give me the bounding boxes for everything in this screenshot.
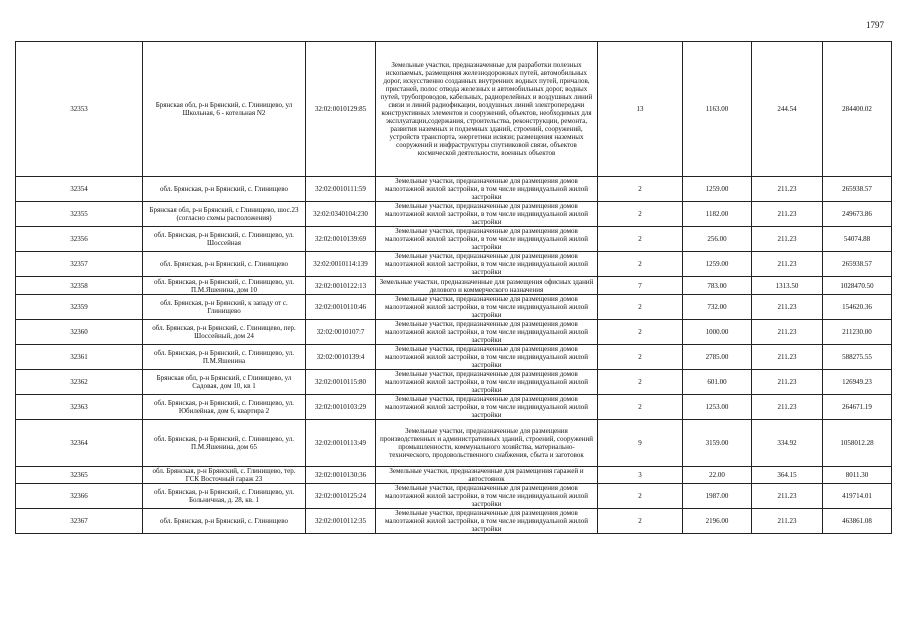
row-number: 32355: [16, 202, 143, 227]
address-cell: обл. Брянская, р-н Брянский, к западу от с. Глинищево: [143, 295, 306, 320]
cadastral-value-cell: 265938.57: [823, 252, 892, 277]
land-use-description-cell: Земельные участки, предназначенные для размещения домов малоэтажной жилой застройки, в том числе индивидуальной жилой застройки: [376, 177, 598, 202]
area-cell: 2196.00: [683, 509, 752, 534]
area-cell: 1253.00: [683, 395, 752, 420]
area-cell: 1163.00: [683, 42, 752, 177]
area-cell: 3159.00: [683, 420, 752, 467]
cadastral-value-cell: 463861.08: [823, 509, 892, 534]
address-cell: обл. Брянская, р-н Брянский, с. Глинищево, ул. П.М.Яшенина, дом 65: [143, 420, 306, 467]
area-cell: 1259.00: [683, 177, 752, 202]
table-row: [16, 177, 892, 202]
table-row: [16, 345, 892, 370]
row-number: 32365: [16, 467, 143, 484]
table-row: [16, 395, 892, 420]
area-cell: 783.00: [683, 277, 752, 295]
address-cell: обл. Брянская, р-н Брянский, с. Глинищево, ул. П.М.Яшенина, дом 10: [143, 277, 306, 295]
cadastral-value-cell: 284400.02: [823, 42, 892, 177]
land-use-description-cell: Земельные участки, предназначенные для размещения домов малоэтажной жилой застройки, в том числе индивидуальной жилой застройки: [376, 227, 598, 252]
row-number: 32353: [16, 42, 143, 177]
land-use-code-cell: 7: [598, 277, 683, 295]
land-use-description-cell: Земельные участки, предназначенные для размещения производственных и административных зданий, строений, сооружений промышленности, коммунального хозяйства, материально-технического, продовольственного снабжения, сбыта и заготовок: [376, 420, 598, 467]
address-cell: обл. Брянская, р-н Брянский, с. Глинищево, ул. Шоссейная: [143, 227, 306, 252]
cadastral-number-cell: 32:02:0010129:85: [306, 42, 376, 177]
land-use-code-cell: 2: [598, 345, 683, 370]
address-cell: обл. Брянская, р-н Брянский, с. Глинищево: [143, 252, 306, 277]
land-use-code-cell: 2: [598, 252, 683, 277]
row-number: 32364: [16, 420, 143, 467]
table-row: [16, 295, 892, 320]
specific-value-cell: 1313.50: [752, 277, 823, 295]
row-number: 32361: [16, 345, 143, 370]
address-cell: Брянская обл, р-н Брянский, с Глинищево, ул Садовая, дом 10, кв 1: [143, 370, 306, 395]
specific-value-cell: 211.23: [752, 484, 823, 509]
area-cell: 1259.00: [683, 252, 752, 277]
land-use-code-cell: 2: [598, 509, 683, 534]
page-number: 1797: [866, 20, 884, 30]
specific-value-cell: 244.54: [752, 42, 823, 177]
area-cell: 22.00: [683, 467, 752, 484]
cadastral-value-cell: 154620.36: [823, 295, 892, 320]
address-cell: обл. Брянская, р-н Брянский, с. Глинищево: [143, 509, 306, 534]
cadastral-number-cell: 32:02:0010111:59: [306, 177, 376, 202]
row-number: 32366: [16, 484, 143, 509]
address-cell: обл. Брянская, р-н Брянский, с. Глинищево, ул. Юбилейная, дом 6, квартира 2: [143, 395, 306, 420]
table-row: [16, 227, 892, 252]
cadastral-value-table: [15, 41, 892, 534]
area-cell: 732.00: [683, 295, 752, 320]
land-use-code-cell: 2: [598, 484, 683, 509]
address-cell: Брянская обл, р-н Брянский, с. Глинищево, ул Школьная, 6 - котельная N2: [143, 42, 306, 177]
land-use-description-cell: Земельные участки, предназначенные для разработки полезных ископаемых, размещения железнодорожных путей, автомобильных дорог, искусственно созданных внутренних водных путей, причалов, пристаней, полос отвода железных и автомобильных дорог, водных путей, трубопроводов, кабельных, радиорелейных и воздушных линий связи и линий радиофикации, воздушных линий электропередачи конструктивных элементов и сооружений, объектов, необходимых для эксплуатации,содержания, строительства, реконструкции, ремонта, развития наземных и подземных зданий, строений, сооружений, устройств транспорта, энергетики исвязи; размещения наземных сооружений и инфраструктуры спутниковой связи, объектов космической деятельности, военных объектов: [376, 42, 598, 177]
row-number: 32356: [16, 227, 143, 252]
specific-value-cell: 211.23: [752, 345, 823, 370]
row-number: 32359: [16, 295, 143, 320]
land-use-description-cell: Земельные участки, предназначенные для размещения гаражей и автостоянок: [376, 467, 598, 484]
cadastral-number-cell: 32:02:0010125:24: [306, 484, 376, 509]
land-use-description-cell: Земельные участки, предназначенные для размещения домов малоэтажной жилой застройки, в том числе индивидуальной жилой застройки: [376, 484, 598, 509]
land-use-code-cell: 2: [598, 395, 683, 420]
table-row: [16, 252, 892, 277]
cadastral-number-cell: 32:02:0010103:29: [306, 395, 376, 420]
specific-value-cell: 211.23: [752, 295, 823, 320]
table-row: [16, 42, 892, 177]
cadastral-number-cell: 32:02:0010114:139: [306, 252, 376, 277]
land-use-code-cell: 2: [598, 227, 683, 252]
specific-value-cell: 211.23: [752, 509, 823, 534]
table-row: [16, 277, 892, 295]
cadastral-number-cell: 32:02:0340104:230: [306, 202, 376, 227]
specific-value-cell: 211.23: [752, 202, 823, 227]
row-number: 32360: [16, 320, 143, 345]
specific-value-cell: 211.23: [752, 370, 823, 395]
table-row: [16, 202, 892, 227]
land-use-code-cell: 2: [598, 370, 683, 395]
land-use-description-cell: Земельные участки, предназначенные для размещения домов малоэтажной жилой застройки, в том числе индивидуальной жилой застройки: [376, 395, 598, 420]
specific-value-cell: 211.23: [752, 177, 823, 202]
row-number: 32354: [16, 177, 143, 202]
land-use-code-cell: 13: [598, 42, 683, 177]
row-number: 32357: [16, 252, 143, 277]
land-use-description-cell: Земельные участки, предназначенные для размещения домов малоэтажной жилой застройки, в том числе индивидуальной жилой застройки: [376, 252, 598, 277]
table-row: [16, 484, 892, 509]
area-cell: 1000.00: [683, 320, 752, 345]
cadastral-value-cell: 264671.19: [823, 395, 892, 420]
address-cell: обл. Брянская, р-н Брянский, с. Глинищево, ул. П.М.Яшенина: [143, 345, 306, 370]
specific-value-cell: 364.15: [752, 467, 823, 484]
cadastral-value-cell: 1058012.28: [823, 420, 892, 467]
table-row: [16, 467, 892, 484]
land-use-description-cell: Земельные участки, предназначенные для размещения домов малоэтажной жилой застройки, в том числе индивидуальной жилой застройки: [376, 320, 598, 345]
cadastral-value-cell: 588275.55: [823, 345, 892, 370]
table-row: [16, 509, 892, 534]
cadastral-value-cell: 249673.86: [823, 202, 892, 227]
area-cell: 2785.00: [683, 345, 752, 370]
land-use-code-cell: 2: [598, 202, 683, 227]
specific-value-cell: 211.23: [752, 227, 823, 252]
specific-value-cell: 211.23: [752, 320, 823, 345]
cadastral-number-cell: 32:02:0010115:80: [306, 370, 376, 395]
row-number: 32358: [16, 277, 143, 295]
cadastral-number-cell: 32:02:0010112:35: [306, 509, 376, 534]
area-cell: 1987.00: [683, 484, 752, 509]
cadastral-number-cell: 32:02:0010139:69: [306, 227, 376, 252]
area-cell: 256.00: [683, 227, 752, 252]
cadastral-number-cell: 32:02:0010139:4: [306, 345, 376, 370]
land-use-description-cell: Земельные участки, предназначенные для размещения офисных зданий делового и коммерческого назначения: [376, 277, 598, 295]
address-cell: обл. Брянская, р-н Брянский, с. Глинищево, тер. ГСК Восточный гараж 23: [143, 467, 306, 484]
specific-value-cell: 211.23: [752, 252, 823, 277]
land-use-description-cell: Земельные участки, предназначенные для размещения домов малоэтажной жилой застройки, в том числе индивидуальной жилой застройки: [376, 509, 598, 534]
cadastral-number-cell: 32:02:0010113:49: [306, 420, 376, 467]
land-use-description-cell: Земельные участки, предназначенные для размещения домов малоэтажной жилой застройки, в том числе индивидуальной жилой застройки: [376, 202, 598, 227]
address-cell: обл. Брянская, р-н Брянский, с. Глинищево, пер. Шоссейный, дом 24: [143, 320, 306, 345]
cadastral-value-cell: 211230.00: [823, 320, 892, 345]
row-number: 32367: [16, 509, 143, 534]
specific-value-cell: 334.92: [752, 420, 823, 467]
cadastral-value-cell: 54074.88: [823, 227, 892, 252]
row-number: 32363: [16, 395, 143, 420]
cadastral-value-cell: 126949.23: [823, 370, 892, 395]
cadastral-value-cell: 8011.30: [823, 467, 892, 484]
land-use-description-cell: Земельные участки, предназначенные для размещения домов малоэтажной жилой застройки, в том числе индивидуальной жилой застройки: [376, 370, 598, 395]
area-cell: 1182.00: [683, 202, 752, 227]
row-number: 32362: [16, 370, 143, 395]
address-cell: обл. Брянская, р-н Брянский, с. Глинищево, ул. Больничная, д. 28, кв. 1: [143, 484, 306, 509]
table-row: [16, 320, 892, 345]
area-cell: 601.00: [683, 370, 752, 395]
cadastral-value-cell: 265938.57: [823, 177, 892, 202]
cadastral-number-cell: 32:02:0010130:36: [306, 467, 376, 484]
land-use-code-cell: 9: [598, 420, 683, 467]
land-use-description-cell: Земельные участки, предназначенные для размещения домов малоэтажной жилой застройки, в том числе индивидуальной жилой застройки: [376, 345, 598, 370]
cadastral-value-cell: 419714.01: [823, 484, 892, 509]
table-body: [16, 42, 892, 534]
land-use-code-cell: 3: [598, 467, 683, 484]
specific-value-cell: 211.23: [752, 395, 823, 420]
table-row: [16, 370, 892, 395]
land-use-code-cell: 2: [598, 177, 683, 202]
cadastral-number-cell: 32:02:0010122:13: [306, 277, 376, 295]
address-cell: Брянская обл, р-н Брянский, с Глинищево, шос.23 (согласно схемы расположения): [143, 202, 306, 227]
cadastral-number-cell: 32:02:0010110:46: [306, 295, 376, 320]
table-row: [16, 420, 892, 467]
cadastral-value-cell: 1028470.50: [823, 277, 892, 295]
land-use-code-cell: 2: [598, 320, 683, 345]
address-cell: обл. Брянская, р-н Брянский, с. Глинищево: [143, 177, 306, 202]
land-use-code-cell: 2: [598, 295, 683, 320]
cadastral-number-cell: 32:02:0010107:7: [306, 320, 376, 345]
land-use-description-cell: Земельные участки, предназначенные для размещения домов малоэтажной жилой застройки, в том числе индивидуальной жилой застройки: [376, 295, 598, 320]
